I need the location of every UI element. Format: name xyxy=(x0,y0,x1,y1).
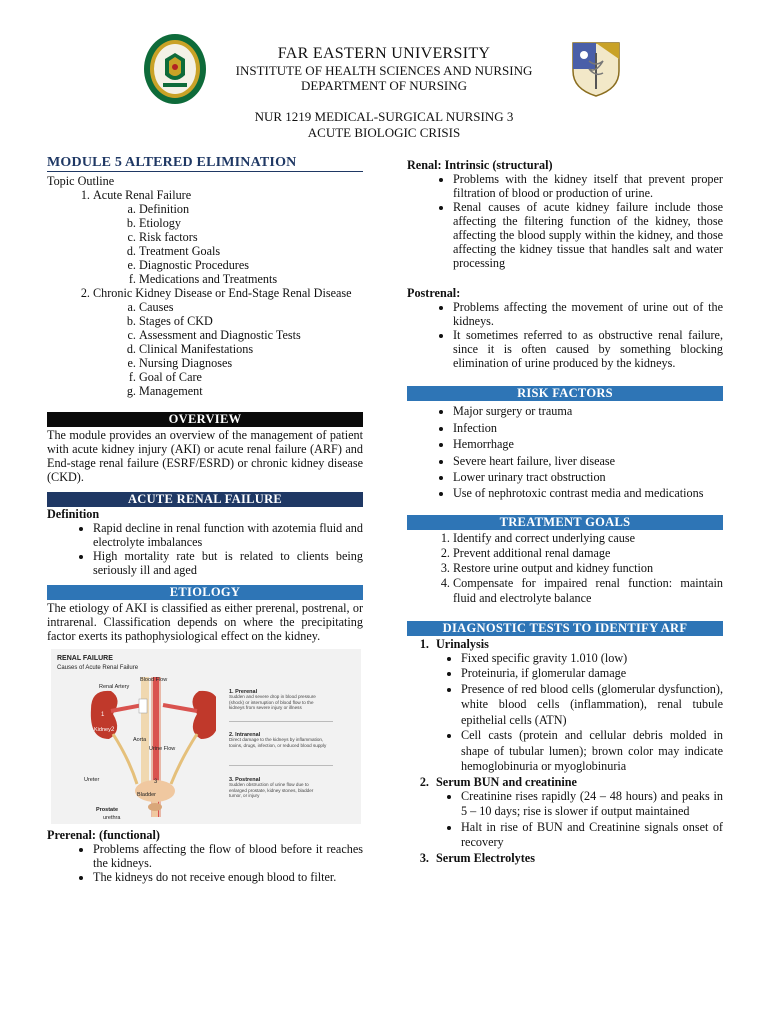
diagnostic-test-item xyxy=(432,637,723,775)
risk-factor-item: • Lower urinary tract obstruction xyxy=(453,469,723,486)
cause-text-intrarenal: Direct damage to the kidneys by inflammation, toxins, drugs, infection, or reduced blood supply xyxy=(229,737,327,748)
diagnostic-tests-list xyxy=(407,637,723,865)
course-title: NUR 1219 MEDICAL-SURGICAL NURSING 3 xyxy=(254,109,514,124)
diagnostic-bullet: • Presence of red blood cells (glomerular dysfunction), white blood cells (inflammation), renal tubule epithelial cells (ATN) xyxy=(461,682,723,729)
diagnostic-test-item xyxy=(432,775,723,851)
overview-text: The module provides an overview of the management of patient with acute kidney injury (AKI) or acute renal failure (ARF) and End-stage renal failure (ESRF/ESRD) or chronic kidney disease (CKD). xyxy=(47,428,363,484)
risk-factors-list xyxy=(407,403,723,501)
risk-factor-item: • Major surgery or trauma xyxy=(453,403,723,420)
treatment-goal-item: 4. Compensate for impaired renal function: maintain fluid and electrolyte balance xyxy=(453,576,723,606)
definition-bullet: • Rapid decline in renal function with azotemia fluid and electrolyte imbalances xyxy=(93,521,363,549)
diagnostic-bullet: • Proteinuria, if glomerular damage xyxy=(461,666,723,682)
prerenal-label: Prerenal: (functional) xyxy=(47,828,160,842)
outline-item xyxy=(93,286,363,398)
left-column xyxy=(47,156,363,884)
treatment-goal-item: 3. Restore urine output and kidney function xyxy=(453,561,723,576)
cause-text-postrenal: Sudden obstruction of urine flow due to enlarged prostate, kidney stones, bladder tumor, or injury xyxy=(229,782,314,798)
institute-name: INSTITUTE OF HEALTH SCIENCES AND NURSING xyxy=(235,63,533,78)
label-kidney: Kidney xyxy=(94,727,111,733)
outline-item xyxy=(93,188,363,286)
outline-subitem: c. Risk factors xyxy=(139,230,363,244)
diagnostic-test-title: Serum BUN and creatinine xyxy=(436,774,577,789)
label-urethra: urethra xyxy=(103,815,121,821)
diagnostic-test-title: Serum Electrolytes xyxy=(436,850,535,865)
prerenal-bullet: • Problems affecting the flow of blood before it reaches the kidneys. xyxy=(93,842,363,870)
document-header xyxy=(0,0,768,150)
risk-factor-item: • Use of nephrotoxic contrast media and medications xyxy=(453,486,723,501)
outline-item-title: Chronic Kidney Disease or End-Stage Renal Disease xyxy=(93,286,352,300)
overview-heading: OVERVIEW xyxy=(47,412,363,427)
outline-subitem: e. Diagnostic Procedures xyxy=(139,258,363,272)
outline-subitem: c. Assessment and Diagnostic Tests xyxy=(139,328,363,342)
outline-subitem: g. Management xyxy=(139,384,363,398)
diagnostic-bullet: • Halt in rise of BUN and Creatinine signals onset of recovery xyxy=(461,820,723,851)
diagnostic-test-title: Urinalysis xyxy=(436,636,489,651)
outline-subitem: a. Definition xyxy=(139,202,363,216)
risk-factor-item: • Hemorrhage xyxy=(453,436,723,453)
risk-factor-item: • Severe heart failure, liver disease xyxy=(453,453,723,470)
intrinsic-list xyxy=(407,172,723,270)
label-ureter: Ureter xyxy=(84,777,100,783)
outline-subitem: f. Medications and Treatments xyxy=(139,272,363,286)
outline-sublist xyxy=(93,202,363,286)
treatment-goals-heading: TREATMENT GOALS xyxy=(407,515,723,530)
label-bladder: Bladder xyxy=(137,792,156,798)
outline-subitem: d. Treatment Goals xyxy=(139,244,363,258)
outline-subitem: b. Etiology xyxy=(139,216,363,230)
svg-text:3: 3 xyxy=(154,779,158,785)
risk-factors-heading: RISK FACTORS xyxy=(407,386,723,401)
diagnostic-test-bullets xyxy=(436,651,723,775)
label-renal-artery: Renal Artery xyxy=(99,684,130,690)
label-aorta: Aorta xyxy=(133,737,147,743)
label-blood-flow: Blood Flow xyxy=(140,677,168,683)
svg-text:1: 1 xyxy=(101,712,105,718)
outline-subitem: e. Nursing Diagnoses xyxy=(139,356,363,370)
treatment-goal-item: 2. Prevent additional renal damage xyxy=(453,546,723,561)
diagnostic-test-bullets xyxy=(436,789,723,851)
definition-label: Definition xyxy=(47,507,100,521)
department-name: DEPARTMENT OF NURSING xyxy=(300,78,468,93)
definition-bullet: • High mortality rate but is related to clients being seriously ill and aged xyxy=(93,549,363,577)
arf-heading: ACUTE RENAL FAILURE xyxy=(47,492,363,507)
cause-text-prerenal: Sudden and severe drop in blood pressure (shock) or interruption of blood flow to the kidneys from severe injury or illness xyxy=(229,694,316,710)
etiology-text: The etiology of AKI is classified as either prerenal, postrenal, or intrarenal. Classification depends on where the precipitating factor exerts its pathophysiological effect on the kidney. xyxy=(47,601,363,643)
treatment-goal-item: 1. Identify and correct underlying cause xyxy=(453,531,723,546)
cause-title-postrenal: 3. Postrenal xyxy=(229,777,261,783)
topic-outline-label: Topic Outline xyxy=(47,174,115,188)
cause-divider xyxy=(229,721,333,722)
outline-subitem: d. Clinical Manifestations xyxy=(139,342,363,356)
definition-list xyxy=(47,521,363,577)
treatment-goals-list xyxy=(407,531,723,606)
course-subtitle: ACUTE BIOLOGIC CRISIS xyxy=(307,125,461,140)
renal-failure-figure xyxy=(51,649,361,824)
diagnostic-test-item xyxy=(432,851,723,865)
intrinsic-bullet: • Renal causes of acute kidney failure include those affecting the filtering function of the kidney, those affecting the blood supply within the kidney, and those affecting the kidney tissue that handles salt and water processing xyxy=(453,200,723,270)
outline-sublist xyxy=(93,300,363,398)
cause-divider xyxy=(229,765,333,766)
prerenal-bullet: • The kidneys do not receive enough blood to filter. xyxy=(93,870,363,884)
cause-title-intrarenal: 2. Intrarenal xyxy=(229,732,261,738)
intrinsic-label: Renal: Intrinsic (structural) xyxy=(407,158,553,172)
postrenal-label: Postrenal: xyxy=(407,286,461,300)
outline-subitem: f. Goal of Care xyxy=(139,370,363,384)
outline-subitem: a. Causes xyxy=(139,300,363,314)
risk-factor-item: • Infection xyxy=(453,420,723,437)
postrenal-bullet: • It sometimes referred to as obstructive renal failure, since it is often caused by something blocking elimination of urine produced by the kidneys. xyxy=(453,328,723,370)
diagnostic-bullet: • Cell casts (protein and cellular debris molded in shape of tubular lumen); brown color may indicate hemoglobinuria or myoglobinuria xyxy=(461,728,723,775)
figure-subtitle: Causes of Acute Renal Failure xyxy=(57,665,139,671)
label-prostate: Prostate xyxy=(96,807,119,813)
svg-text:2: 2 xyxy=(111,727,115,733)
nursing-shield-logo xyxy=(571,41,621,97)
etiology-heading: ETIOLOGY xyxy=(47,585,363,600)
cause-title-prerenal: 1. Prerenal xyxy=(229,689,258,695)
topic-outline xyxy=(47,188,363,398)
prerenal-list xyxy=(47,842,363,884)
label-urine-flow: Urine Flow xyxy=(149,746,176,752)
diagnostic-bullet: • Fixed specific gravity 1.010 (low) xyxy=(461,651,723,667)
postrenal-list xyxy=(407,300,723,370)
postrenal-bullet: • Problems affecting the movement of urine out of the kidneys. xyxy=(453,300,723,328)
diagnostic-bullet: • Creatinine rises rapidly (24 – 48 hours) and peaks in 5 – 10 days; rise is slower if output maintained xyxy=(461,789,723,820)
outline-subitem: b. Stages of CKD xyxy=(139,314,363,328)
outline-item-title: Acute Renal Failure xyxy=(93,188,192,202)
intrinsic-bullet: • Problems with the kidney itself that prevent proper filtration of blood or production of urine. xyxy=(453,172,723,200)
diagnostic-heading: DIAGNOSTIC TESTS TO IDENTIFY ARF xyxy=(407,621,723,636)
module-title: MODULE 5 ALTERED ELIMINATION xyxy=(47,156,363,172)
university-name: FAR EASTERN UNIVERSITY xyxy=(277,45,491,62)
right-column xyxy=(407,158,723,865)
figure-title: RENAL FAILURE xyxy=(57,655,113,662)
